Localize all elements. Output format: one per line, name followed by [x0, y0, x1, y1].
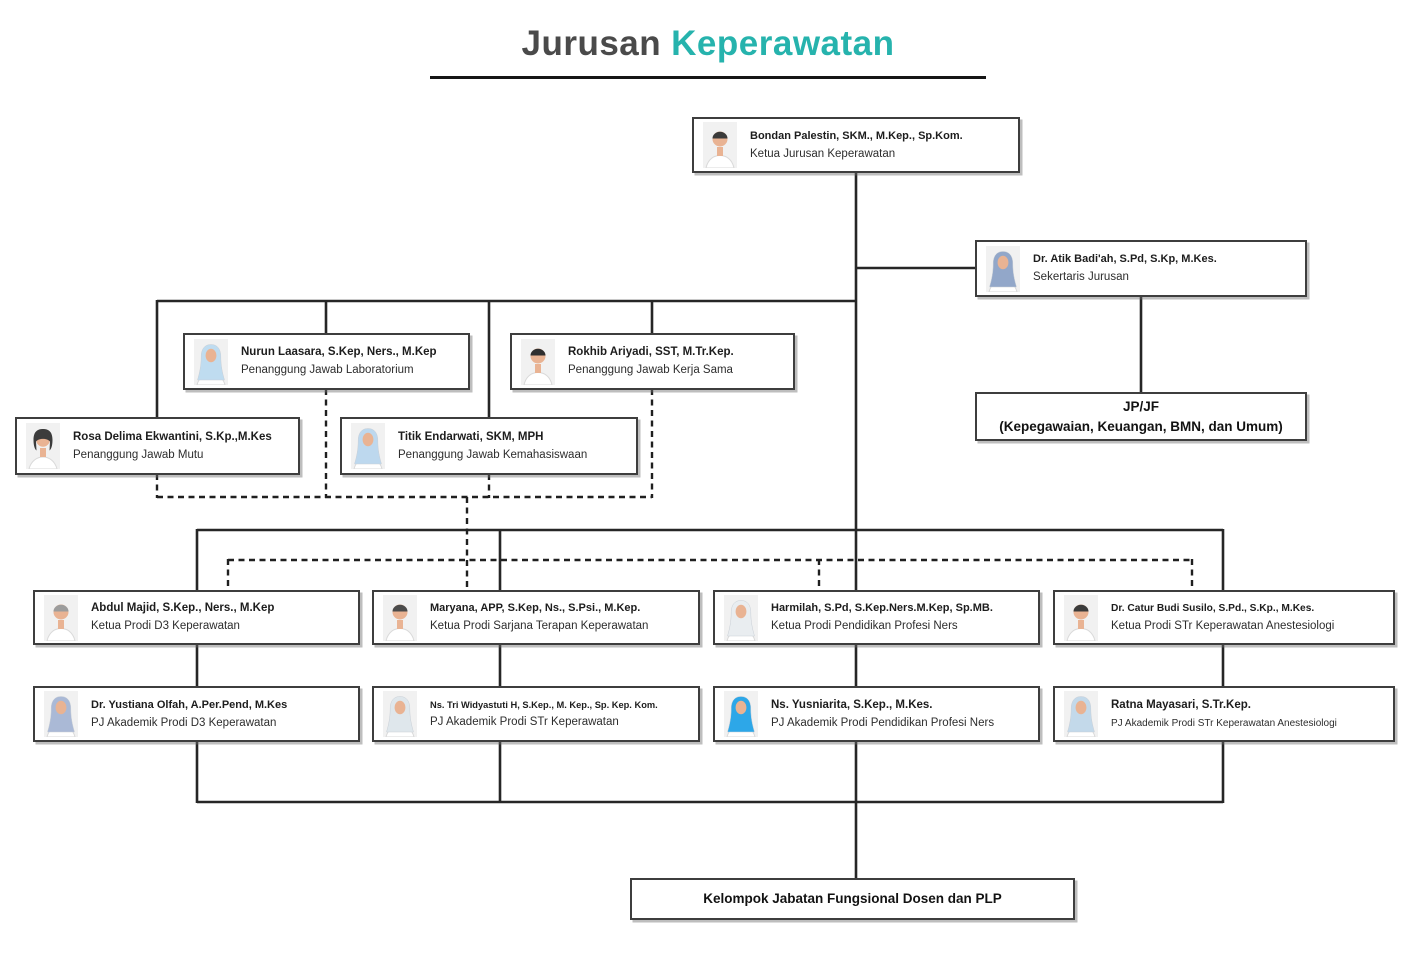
person-box-pj-mutu	[15, 417, 300, 475]
person-role: Penanggung Jawab Laboratorium	[241, 364, 414, 377]
person-role: Penanggung Jawab Mutu	[73, 448, 204, 461]
person-photo-pj-lab	[194, 339, 228, 385]
person-role: PJ Akademik Prodi STr Keperawatan Anestesiologi	[1111, 717, 1337, 729]
person-box-pj-lab	[183, 333, 470, 390]
person-role: Penanggung Jawab Kemahasiswaan	[398, 448, 588, 461]
person-photo-kaprodi-str	[383, 595, 417, 641]
person-role: Sekertaris Jurusan	[1033, 271, 1129, 283]
person-box-kaprodi-str	[372, 590, 700, 645]
person-box-ketua	[692, 117, 1020, 173]
person-box-kaprodi-ners	[713, 590, 1040, 645]
person-photo-pj-mutu	[26, 423, 60, 469]
person-photo-pj-kerjasama	[521, 339, 555, 385]
person-name: Maryana, APP, S.Kep, Ns., S.Psi., M.Kep.	[430, 602, 641, 615]
person-role: Ketua Prodi Sarjana Terapan Keperawatan	[430, 620, 649, 632]
person-name: Bondan Palestin, SKM., M.Kep., Sp.Kom.	[750, 129, 963, 142]
person-role: Ketua Prodi Pendidikan Profesi Ners	[771, 620, 958, 632]
person-name: Abdul Majid, S.Kep., Ners., M.Kep	[91, 602, 275, 615]
unit-label-line1: JP/JF	[1122, 398, 1160, 414]
person-role: Ketua Prodi D3 Keperawatan	[91, 620, 240, 633]
person-role: PJ Akademik Prodi Pendidikan Profesi Ners	[771, 716, 995, 729]
person-name: Rosa Delima Ekwantini, S.Kp.,M.Kes	[73, 430, 272, 443]
person-photo-pj-akademik-str	[383, 691, 417, 737]
person-box-pj-akademik-ners	[713, 686, 1040, 742]
person-box-pj-akademik-str	[372, 686, 700, 742]
person-photo-kaprodi-d3	[44, 595, 78, 641]
person-box-kaprodi-anes	[1053, 590, 1395, 645]
person-name: Ratna Mayasari, S.Tr.Kep.	[1111, 699, 1251, 712]
person-name: Rokhib Ariyadi, SST, M.Tr.Kep.	[568, 346, 734, 359]
person-name: Ns. Yusniarita, S.Kep., M.Kes.	[771, 698, 933, 711]
unit-label-line1: Kelompok Jabatan Fungsional Dosen dan PLP	[703, 891, 1002, 907]
person-role: PJ Akademik Prodi D3 Keperawatan	[91, 716, 277, 729]
person-box-pj-kemahasiswaan	[340, 417, 638, 475]
title-prefix: Jurusan	[521, 24, 662, 63]
person-name: Harmilah, S.Pd, S.Kep.Ners.M.Kep, Sp.MB.	[771, 602, 993, 615]
person-box-pj-akademik-d3	[33, 686, 360, 742]
person-photo-kaprodi-anes	[1064, 595, 1098, 641]
person-role: Penanggung Jawab Kerja Sama	[568, 364, 733, 377]
unit-box-kelompok	[630, 878, 1075, 920]
person-role: Ketua Prodi STr Keperawatan Anestesiologi	[1111, 619, 1335, 632]
person-photo-kaprodi-ners	[724, 595, 758, 641]
person-name: Dr. Atik Badi'ah, S.Pd, S.Kp, M.Kes.	[1033, 253, 1217, 266]
person-role: Ketua Jurusan Keperawatan	[750, 147, 896, 160]
person-name: Dr. Catur Budi Susilo, S.Pd., S.Kp., M.Kes.	[1111, 602, 1315, 614]
person-photo-pj-akademik-d3	[44, 691, 78, 737]
person-box-pj-kerjasama	[510, 333, 795, 390]
person-photo-sekertaris	[986, 246, 1020, 292]
unit-label-line2: (Kepegawaian, Keuangan, BMN, dan Umum)	[999, 418, 1283, 434]
person-box-pj-akademik-anes	[1053, 686, 1395, 742]
person-box-sekertaris	[975, 240, 1307, 297]
person-role: PJ Akademik Prodi STr Keperawatan	[430, 715, 619, 728]
person-photo-ketua	[703, 122, 737, 168]
person-box-kaprodi-d3	[33, 590, 360, 645]
unit-box-jpjf	[975, 392, 1307, 441]
person-name: Dr. Yustiana Olfah, A.Per.Pend, M.Kes	[91, 698, 288, 711]
title-highlight: Keperawatan	[671, 24, 895, 63]
person-name: Ns. Tri Widyastuti H, S.Kep., M. Kep., Sp. Kep. Kom.	[430, 699, 658, 710]
person-photo-pj-akademik-anes	[1064, 691, 1098, 737]
person-name: Nurun Laasara, S.Kep, Ners., M.Kep	[241, 346, 437, 359]
person-photo-pj-akademik-ners	[724, 691, 758, 737]
person-name: Titik Endarwati, SKM, MPH	[398, 430, 544, 443]
person-photo-pj-kemahasiswaan	[351, 423, 385, 469]
